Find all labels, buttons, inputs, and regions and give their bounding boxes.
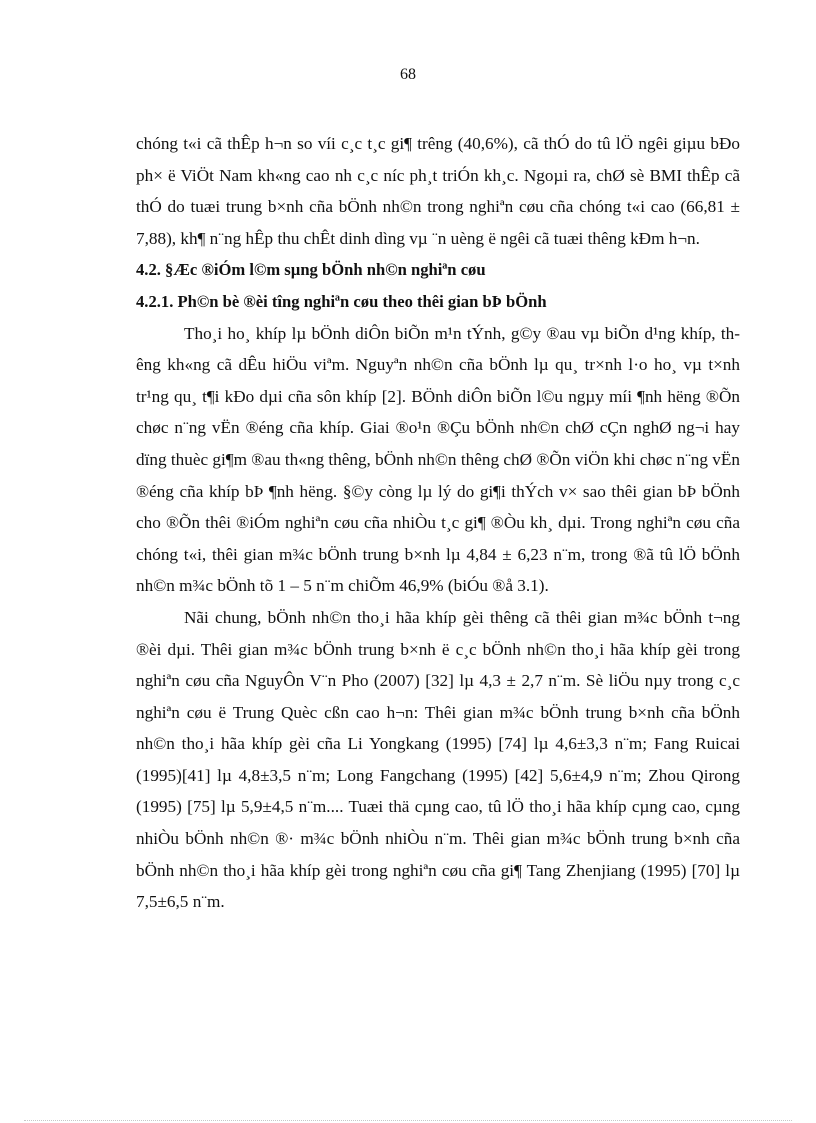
section-heading: 4.2. §Æc ®iÓm l©m sµng bÖnh nh©n nghiªn cøu (136, 260, 486, 280)
paragraph-disease-duration: Nãi chung, bÖnh nh©n tho¸i hãa khíp gèi thêng cã thêi gian m¾c bÖnh t¬ng ®èi dµi. Thêi gian m¾c bÖnh trung b×nh ë c¸c bÖnh nh©n tho¸i hãa khíp gèi trong nghiªn cøu cña NguyÔn V¨n Pho (2007) [32] lµ 4,3 ± 2,7 n¨m. Sè liÖu nµy trong c¸c nghiªn cøu ë Trung Quèc cßn cao h¬n: Thêi gian m¾c bÖnh trung b×nh cña bÖnh nh©n tho¸i hãa khíp gèi cña Li Yongkang (1995) [74] lµ 4,6±3,3 n¨m; Fang Ruicai (1995)[41] lµ 4,8±3,5 n¨m; Long Fangchang (1995) [42] 5,6±4,9 n¨m; Zhou Qirong (1995) [75] lµ 5,9±4,5 n¨m.... Tuæi thä cµng cao, tû lÖ tho¸i hãa khíp cµng cao, cµng nhiÒu bÖnh nh©n ®· m¾c bÖnh nhiÒu n¨m. Thêi gian m¾c bÖnh trung b×nh cña bÖnh nh©n tho¸i hãa khíp gèi trong nghiªn cøu cña gi¶ Tang Zhenjiang (1995) [70] lµ 7,5±6,5 n¨m. (136, 607, 740, 912)
paragraph-disease-course: Tho¸i ho¸ khíp lµ bÖnh diÔn biÕn m¹n tÝnh, g©y ®au vµ biÕn d¹ng khíp, thêng kh«ng cã dÊu hiÖu viªm. Nguyªn nh©n cña bÖnh lµ qu¸ tr×nh l·o ho¸ vµ t×nh tr¹ng qu¸ t¶i kÐo dµi cña sôn khíp [2]. BÖnh diÔn biÕn l©u ngµy míi ¶nh hëng ®Õn chøc n¨ng vËn ®éng cña khíp. Giai ®o¹n ®Çu bÖnh nh©n chØ cÇn nghØ ng¬i hay dïng thuèc gi¶m ®au th«ng thêng, bÖnh nh©n thêng chØ ®Õn viÖn khi chøc n¨ng vËn ®éng cña khíp bÞ ¶nh hëng. §©y còng lµ lý do gi¶i thÝch v× sao thêi gian bÞ bÖnh cho ®Õn thêi ®iÓm nghiªn cøu cña nhiÒu t¸c gi¶ ®Òu kh¸ dµi. Trong nghiªn cøu cña chóng t«i, thêi gian m¾c bÖnh trung b×nh lµ 4,84 ± 6,23 n¨m, trong ®ã tû lÖ bÖnh nh©n m¾c bÖnh tõ 1 – 5 n¨m chiÕm 46,9% (biÓu ®å 3.1). (136, 323, 740, 596)
subsection-heading: 4.2.1. Ph©n bè ®èi tîng nghiªn cøu theo thêi gian bÞ bÖnh (136, 291, 547, 311)
page-number: 68 (400, 66, 416, 83)
paragraph-bmi-discussion: chóng t«i cã thÊp h¬n so víi c¸c t¸c gi¶ trêng (40,6%), cã thÓ do tû lÖ ngêi giµu bÐo ph× ë ViÖt Nam kh«ng cao nh c¸c níc ph¸t triÓn kh¸c. Ngoµi ra, chØ sè BMI thÊp cã thÓ do tuæi trung b×nh cña bÖnh nh©n trong nghiªn cøu cña chóng t«i cao (66,81 ± 7,88), kh¶ n¨ng hÊp thu chÊt dinh dìng vµ ¨n uèng ë ngêi cã tuæi thêng kÐm h¬n. (136, 134, 740, 248)
page-bottom-rule (24, 1120, 792, 1121)
document-body (136, 128, 740, 918)
